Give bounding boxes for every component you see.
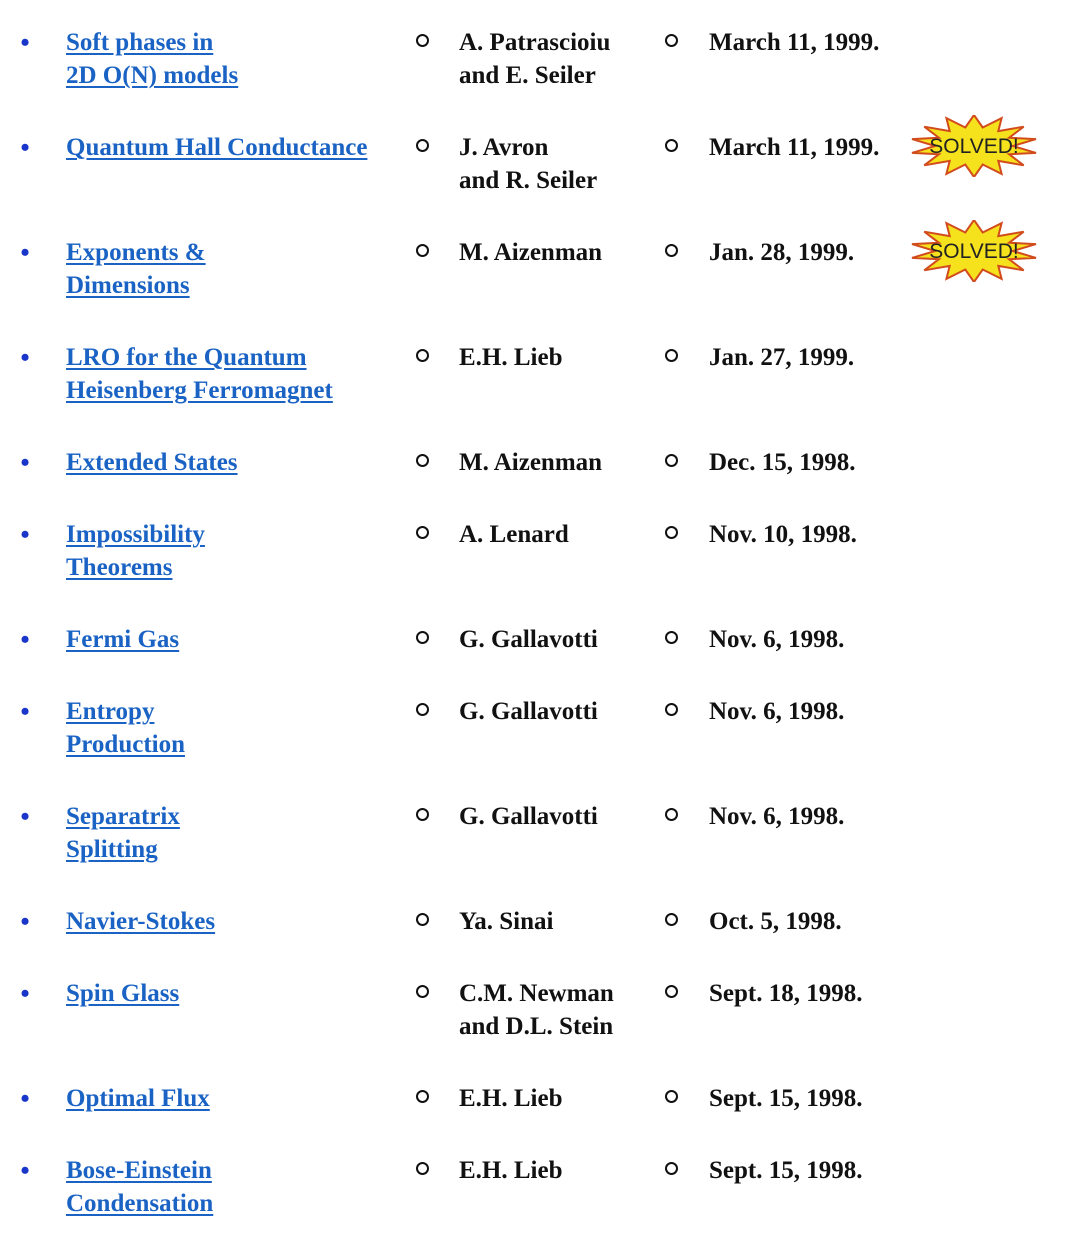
problem-author-line: G. Gallavotti — [459, 698, 598, 725]
bullet-icon: • — [20, 625, 30, 654]
problem-row — [0, 1154, 1080, 1244]
problem-title-line: Extended States — [66, 449, 238, 476]
circle-bullet-icon — [665, 631, 678, 644]
problem-author — [459, 800, 659, 833]
problem-author — [459, 518, 659, 551]
circle-bullet-icon — [416, 139, 429, 152]
problem-author-line: E.H. Lieb — [459, 1157, 563, 1184]
circle-bullet-icon — [665, 526, 678, 539]
problem-author-line: G. Gallavotti — [459, 626, 598, 653]
problem-date: Nov. 6, 1998. — [709, 803, 845, 830]
problem-author — [459, 905, 659, 938]
problem-author — [459, 26, 659, 92]
circle-bullet-icon — [416, 34, 429, 47]
problem-author-line: Ya. Sinai — [459, 908, 554, 935]
problem-author-line: A. Lenard — [459, 521, 569, 548]
problem-author-line: M. Aizenman — [459, 449, 603, 476]
bullet-icon: • — [20, 802, 30, 831]
solved-badge — [908, 220, 1040, 282]
problem-title-line: Bose-Einstein — [66, 1157, 212, 1184]
problem-date: Nov. 10, 1998. — [709, 521, 857, 548]
bullet-icon: • — [20, 28, 30, 57]
problem-row — [0, 236, 1080, 326]
problem-title-line: Production — [66, 731, 185, 758]
circle-bullet-icon — [665, 244, 678, 257]
circle-bullet-icon — [416, 913, 429, 926]
problem-date: Oct. 5, 1998. — [709, 908, 842, 935]
problem-date: March 11, 1999. — [709, 29, 880, 56]
bullet-icon: • — [20, 697, 30, 726]
circle-bullet-icon — [665, 34, 678, 47]
circle-bullet-icon — [665, 703, 678, 716]
problem-title-line: Theorems — [66, 554, 173, 581]
bullet-icon: • — [20, 979, 30, 1008]
problem-row — [0, 800, 1080, 890]
circle-bullet-icon — [665, 985, 678, 998]
circle-bullet-icon — [416, 526, 429, 539]
problem-author-line: and D.L. Stein — [459, 1013, 614, 1040]
problem-title-link[interactable] — [66, 1154, 396, 1220]
problem-title-link[interactable] — [66, 623, 396, 656]
problem-title-line: LRO for the Quantum — [66, 344, 307, 371]
problem-title-link[interactable] — [66, 236, 396, 302]
problem-date: Nov. 6, 1998. — [709, 698, 845, 725]
circle-bullet-icon — [665, 454, 678, 467]
problem-author-line: A. Patrascioiu — [459, 29, 611, 56]
problem-author-line: C.M. Newman — [459, 980, 614, 1007]
problem-author — [459, 1154, 659, 1187]
bullet-icon: • — [20, 520, 30, 549]
circle-bullet-icon — [665, 1090, 678, 1103]
problem-title-link[interactable] — [66, 26, 396, 92]
problem-title-line: Navier-Stokes — [66, 908, 216, 935]
problem-title-link[interactable] — [66, 341, 396, 407]
problem-author — [459, 341, 659, 374]
problem-title-line: Soft phases in — [66, 29, 214, 56]
problem-title-link[interactable] — [66, 518, 396, 584]
problem-title-line: Separatrix — [66, 803, 180, 830]
problem-title-line: Optimal Flux — [66, 1085, 210, 1112]
circle-bullet-icon — [416, 985, 429, 998]
solved-badge — [908, 115, 1040, 177]
problem-date: Nov. 6, 1998. — [709, 626, 845, 653]
problem-author-line: G. Gallavotti — [459, 803, 598, 830]
problem-author — [459, 977, 659, 1043]
problem-title-line: Exponents & — [66, 239, 206, 266]
solved-badge-label: SOLVED! — [929, 135, 1019, 158]
problem-author-line: and E. Seiler — [459, 62, 596, 89]
bullet-icon: • — [20, 907, 30, 936]
problem-author — [459, 695, 659, 728]
problem-title-link[interactable] — [66, 446, 396, 479]
problem-row — [0, 518, 1080, 608]
problem-date: Jan. 28, 1999. — [709, 239, 855, 266]
bullet-icon: • — [20, 448, 30, 477]
problem-author-line: J. Avron — [459, 134, 549, 161]
circle-bullet-icon — [665, 913, 678, 926]
problem-title-line: Spin Glass — [66, 980, 180, 1007]
circle-bullet-icon — [416, 1162, 429, 1175]
problem-date: Jan. 27, 1999. — [709, 344, 855, 371]
problem-title-line: Heisenberg Ferromagnet — [66, 377, 333, 404]
bullet-icon: • — [20, 343, 30, 372]
circle-bullet-icon — [665, 349, 678, 362]
problem-date: Sept. 15, 1998. — [709, 1085, 863, 1112]
problem-author — [459, 236, 659, 269]
problem-author — [459, 131, 659, 197]
problem-title-line: Splitting — [66, 836, 158, 863]
problem-title-link[interactable] — [66, 695, 396, 761]
solved-badge-label: SOLVED! — [929, 240, 1019, 263]
problem-title-line: Entropy — [66, 698, 155, 725]
problem-author — [459, 446, 659, 479]
problem-date: March 11, 1999. — [709, 134, 880, 161]
circle-bullet-icon — [416, 631, 429, 644]
circle-bullet-icon — [416, 244, 429, 257]
bullet-icon: • — [20, 238, 30, 267]
problem-date: Dec. 15, 1998. — [709, 449, 856, 476]
problem-title-link[interactable] — [66, 905, 396, 938]
circle-bullet-icon — [416, 703, 429, 716]
circle-bullet-icon — [665, 139, 678, 152]
problem-title-link[interactable] — [66, 977, 396, 1010]
circle-bullet-icon — [416, 349, 429, 362]
problem-author-line: and R. Seiler — [459, 167, 598, 194]
problem-title-link[interactable] — [66, 131, 396, 164]
problem-author-line: E.H. Lieb — [459, 344, 563, 371]
problem-title-line: Impossibility — [66, 521, 205, 548]
problem-date: Sept. 18, 1998. — [709, 980, 863, 1007]
circle-bullet-icon — [416, 1090, 429, 1103]
problem-title-line: Condensation — [66, 1190, 214, 1217]
problem-title-link[interactable] — [66, 1082, 396, 1115]
problem-title-line: Quantum Hall Conductance — [66, 134, 368, 161]
problem-author — [459, 1082, 659, 1115]
problem-title-line: Fermi Gas — [66, 626, 180, 653]
problem-date: Sept. 15, 1998. — [709, 1157, 863, 1184]
problem-author-line: M. Aizenman — [459, 239, 603, 266]
bullet-icon: • — [20, 1084, 30, 1113]
problem-row — [0, 977, 1080, 1067]
bullet-icon: • — [20, 1156, 30, 1185]
bullet-icon: • — [20, 133, 30, 162]
problem-title-line: 2D O(N) models — [66, 62, 239, 89]
problem-row — [0, 26, 1080, 116]
problem-author — [459, 623, 659, 656]
problem-row — [0, 695, 1080, 785]
circle-bullet-icon — [665, 808, 678, 821]
circle-bullet-icon — [665, 1162, 678, 1175]
problem-row — [0, 131, 1080, 221]
circle-bullet-icon — [416, 454, 429, 467]
problem-row — [0, 341, 1080, 431]
circle-bullet-icon — [416, 808, 429, 821]
problem-author-line: E.H. Lieb — [459, 1085, 563, 1112]
problem-title-line: Dimensions — [66, 272, 190, 299]
problem-title-link[interactable] — [66, 800, 396, 866]
